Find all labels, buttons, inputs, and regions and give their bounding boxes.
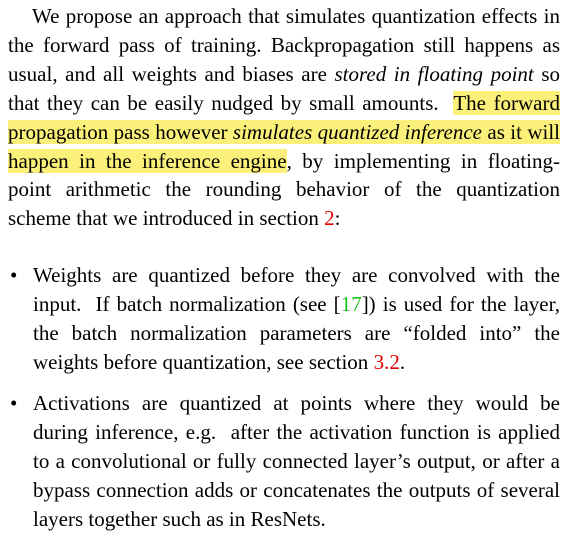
- bullet-marker: •: [10, 390, 18, 415]
- emphasis-stored-in-floating-point: stored in floating point: [334, 61, 534, 86]
- intro-paragraph: [8, 2, 560, 233]
- paragraph-text-2: so that they can be easily nudged by small amounts.: [8, 61, 561, 115]
- paragraph-text-4: :: [334, 206, 341, 231]
- bullet-text: Activations are quantized at points where they would be during inference, e.g. after the activation function is applied to a convolutional or fully connected layer’s output, or after a bypass connection adds or concatenates the outputs of several layers together such as in ResNets.: [33, 390, 560, 531]
- bullet-text-c: .: [399, 349, 406, 374]
- section-3-2-link[interactable]: 3.2: [373, 349, 400, 374]
- highlight-text-b: as it will happen in the inference engine: [8, 119, 560, 173]
- citation-17-link[interactable]: 17: [340, 292, 362, 317]
- section-2-link[interactable]: 2: [324, 206, 335, 231]
- highlight-text-a: The forward propagation pass however: [8, 90, 560, 144]
- bullet-item-activations: [8, 389, 560, 534]
- bullet-list: [8, 261, 560, 533]
- bullet-marker: •: [10, 263, 18, 288]
- bullet-text-b: ]) is used for the layer, the batch normalization parameters are “folded into” the weights before quantization, see section: [33, 292, 560, 374]
- document-body: [8, 2, 560, 545]
- bullet-text-a: Weights are quantized before they are convolved with the input. If batch normalization (see [: [33, 263, 560, 317]
- paragraph-text-3: , by implementing in floating-point arithmetic the rounding behavior of the quantization scheme that we introduced in section: [8, 148, 561, 231]
- bullet-item-weights: [8, 261, 560, 377]
- paragraph-text-1: We propose an approach that simulates quantization effects in the forward pass of training. Backpropagation still happens as usual, and all weights and biases are: [8, 4, 560, 86]
- emphasis-simulates-quantized-inference: simulates quantized inference: [232, 119, 483, 144]
